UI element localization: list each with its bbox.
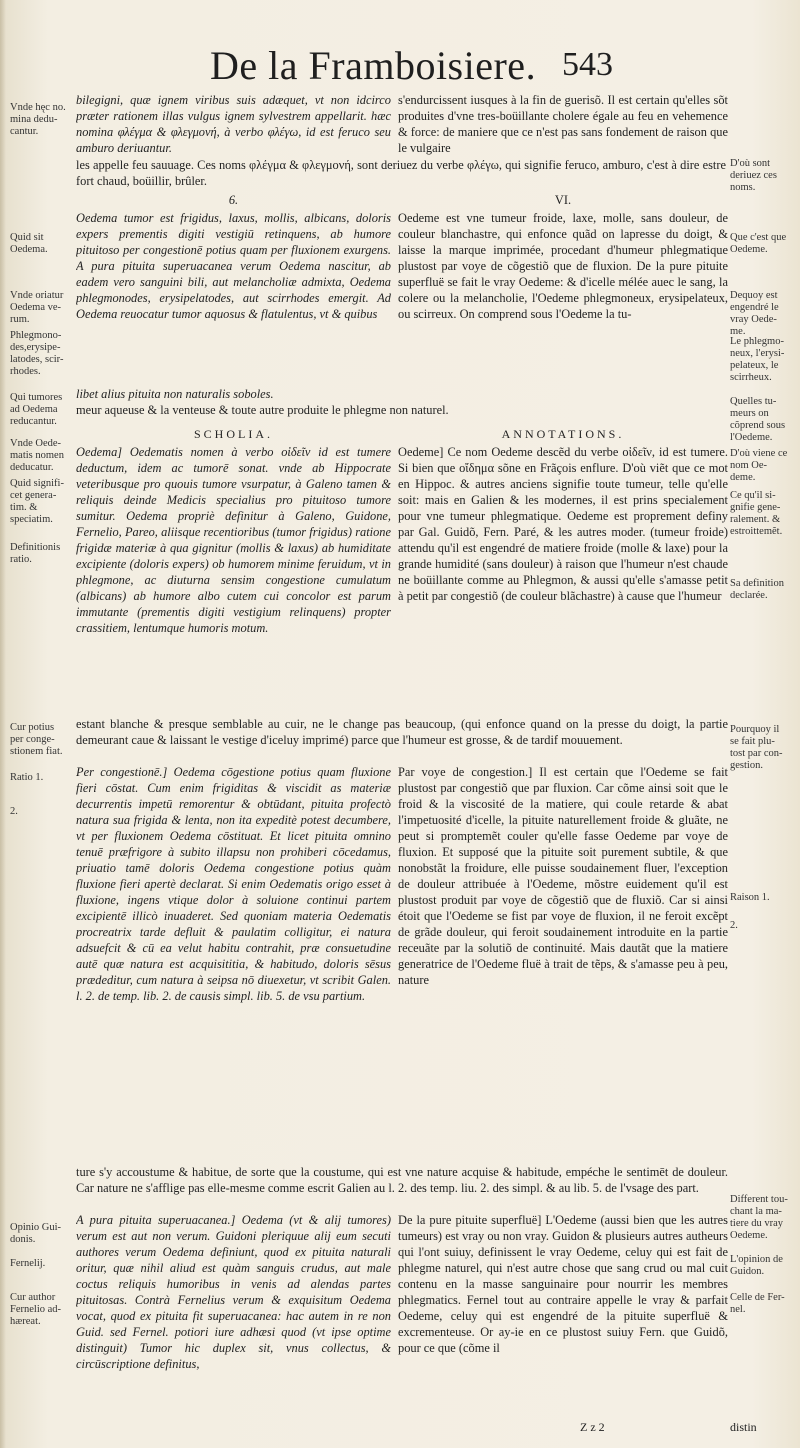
margin-note: Le phlegmo- neux, l'erysi- pelateux, le scirrheux. bbox=[730, 336, 785, 383]
margin-note: Pourquoy il se fait plu- tost par con- gestion. bbox=[730, 724, 783, 771]
margin-note: Vnde oriatur Oedema ve- rum. bbox=[10, 290, 64, 325]
margin-note: Different tou- chant la ma- tiere du vray Oedeme. bbox=[730, 1194, 788, 1241]
annotation-paragraph: Oedeme] Ce nom Oedeme descẽd du verbe οἰδεῖν, id est tumere. Si bien que οἴδημα sõne en Frãçois enflure. D'où viẽt que ce mot en Hippoc. & autres anciens signifie toute tumeur, telle qu'elle soit: mais en Galien & les modernes, il est prins specialement pour vne tumeur phlegmatique. Oedeme est proprement definy par Gal. Guidõ, Fern. Paré, & les autres moder. (tumeur froide) attendu qu'il est engendré de matiere froide (molle & laxe) pour la grande humidité (sans douleur) à raison que l'humeur n'est chaude ne boüillante comme au Phlegmon, & aussi qu'elle s'amasse petit à petit par congestiõ (de couleur blãchastre) à cause que l'humeur bbox=[398, 445, 728, 603]
margin-note: Phlegmono- des,erysipe- latodes, scir- rhodes. bbox=[10, 330, 64, 377]
french-definition: Oedeme est vne tumeur froide, laxe, molle, sans douleur, de couleur blanchastre, qui enfonce quãd on lapresse du doigt, & laisse la marque imprimée, procedant d'humeur phlegmatique plustost par voye de cõgestiõ que de fluxion. De la pure pituite superfluë se fait le vray Oedeme: & d'icelle mélée auec le sang, la colere ou la melancholie, l'Oedeme phlegmoneux, erysipelateux, ou scirreux. On comprend sous l'Oedeme la tu- bbox=[398, 211, 728, 321]
annotations-heading: ANNOTATIONS. bbox=[501, 427, 625, 441]
margin-note: Ratio 1. bbox=[10, 772, 44, 783]
section-number-french: VI. bbox=[554, 193, 572, 207]
margin-note: D'où viene ce nom Oe- deme. bbox=[730, 448, 788, 483]
running-title: De la Framboisiere. bbox=[210, 43, 537, 88]
margin-note: Qui tumores ad Oedema reducantur. bbox=[10, 392, 63, 427]
margin-note: L'opinion de Guidon. bbox=[730, 1254, 783, 1277]
section-number-latin: 6. bbox=[228, 193, 239, 207]
margin-note: Ce qu'il si- gnifie gene- ralement. & estroittemẽt. bbox=[730, 490, 783, 537]
margin-note: Dequoy est engendré le vray Oede- me. bbox=[730, 290, 779, 337]
margin-note: 2. bbox=[730, 920, 738, 931]
signature-mark: Z z 2 bbox=[580, 1420, 605, 1434]
full-width-paragraph: estant blanche & presque semblable au cuir, ne le change pas beaucoup, (qui enfonce quand on la presse du doigt, la partie demeurant caue & laissant le vestige d'iceluy imprimé) parce que l'humeur est grosse, & de tardif mouuement. bbox=[76, 717, 728, 747]
margin-note: Quelles tu- meurs on cõprend sous l'Oedeme. bbox=[730, 396, 786, 443]
margin-note: D'où sont deriuez ces noms. bbox=[730, 158, 777, 193]
scholia-paragraph: Per congestionē.] Oedema cōgestione potius quam fluxione fieri cōstat. Cum enim frigiditas & viscidit as materiæ decurrentis impetū remorentur & obtūdant, pituita profectò natura sua frigida & lenta, non ita expeditè potest decumbere, vt per fluxionem Oedema cōstituat. Et licet pituita omnino tenuē præfrigore à subito illapsu non prohiberi cōcedamus, priuatio tamē doloris Oedema congestione potius quàm fluxione fieri apertè declarat. Si enim Oedematis origo esset à fluxione, ingens vtique dolor à soluione continui partem excipientē illicò inuaderet. Sed quoniam materia Oedematis procreatrix tarde defluit & paulatim colligitur, ei natura adsuefcit & cū ea velut habitu contrahit, præ consuetudine autē quæ natura est acquisititia, & habitudo, doloris sēsus prædeditur, cum natura à seipsa nō diuexetur, vt scribit Galen. l. 2. de temp. lib. 2. de causis simpl. lib. 5. de vsu partium. bbox=[76, 765, 391, 1003]
page-fold-shadow bbox=[0, 0, 6, 1448]
margin-note: Que c'est que Oedeme. bbox=[730, 232, 787, 255]
margin-note: Sa definition declarée. bbox=[730, 578, 784, 601]
margin-note: Opinio Gui- donis. bbox=[10, 1222, 62, 1245]
scholia-paragraph: Oedema] Oedematis nomen à verbo οἰδεῖν id est tumere deductum, idem ac tumorē sonat. vnde ab Hippocrate veteribusque pro quouis tumore vsurpatur, à Galeno tamen & reliquis deinde Medicis specialius pro pituitoso tumore sumitur. Oedema propriè definitur à Galeno, Guidone, Fernelio, Pareo, aliisque recentioribus (tumor frigidus) ratione frigidæ materiæ à qua gignitur (mollis & laxus) ab humiditate excipiente (doloris expers) ob humorem minime feruidum, vt in phlegmone, ac diuturna sensim congestione cumulatum (albicans) ab humore albo cutem cui concolor est parum immutante (prementis digiti vestigium relinquens) propter crassitiem, lentumque humoris motum. bbox=[76, 445, 391, 635]
latin-definition: Oedema tumor est frigidus, laxus, mollis, albicans, doloris expers prementis digiti vestigiū retinquens, ab humore pituitoso per congestionē potius quam per fluxionem exurgens. A pura pituita superuacanea verum Oedema nascitur, ab eadem vero sanguini bili, aut melancholiæ admixta, Oedema phlegmonodes, erysipelatodes, aut scirrhodes emergit. Ad Oedema reuocatur tumor aquosus & flatulentus, vt & quibus bbox=[76, 211, 391, 321]
margin-note: Quid sit Oedema. bbox=[10, 232, 48, 255]
latin-paragraph: bilegigni, quæ ignem viribus suis adæquet, vt non idcirco præter rationem illas vulgus ignem sylvestrem appellarit. hæc nomina φλέγμα & φλεγμονή, à verbo φλέγω, id est feruco seu amburo deriuantur. bbox=[76, 93, 391, 155]
full-width-paragraph: meur aqueuse & la venteuse & toute autre produite le phlegme non naturel. bbox=[76, 403, 449, 417]
margin-note: Raison 1. bbox=[730, 892, 770, 903]
margin-note: Cur author Fernelio ad- hæreat. bbox=[10, 1292, 62, 1327]
page-header bbox=[120, 38, 740, 98]
margin-note: Definitionis ratio. bbox=[10, 542, 61, 565]
margin-note: Fernelij. bbox=[10, 1258, 46, 1269]
full-width-paragraph: ture s'y accoustume & habitue, de sorte que la coustume, qui est vne nature acquise & habitude, empéche le sentimēt de douleur. Car nature ne s'afflige pas elle-mesme comme escrit Galien au l. 2. des temp. liu. 2. des simpl. & au lib. 5. de l'vsage des part. bbox=[76, 1165, 728, 1195]
scholia-paragraph: A pura pituita superuacanea.] Oedema (vt & alij tumores) verum est aut non verum. Guidoni pleriquue alij eum secuti authores verum Oedema definiunt, quod ex pituita naturali oritur, quæ nihil aliud est quàm sanguis crudus, aut male coctus reliquis humoribus in venis ad alendas partes pituitosas. Contrà Fernelius verum & exquisitum Oedema vocat, quod ex pituita fit superuacanea: hac autem in re non Guid. sed Fernel. potiori iure adhæsi quod (vt ipse optime distinguit) Tumor hic duplex sit, vnus collectus, & circūscriptione definitus, bbox=[76, 1213, 391, 1371]
margin-note: Quid signifi- cet genera- tim. & speciatim. bbox=[10, 478, 64, 525]
margin-note: Vnde Oede- matis nomen deducatur. bbox=[10, 438, 64, 473]
margin-note: Cur potius per conge- stionem fiat. bbox=[10, 722, 63, 757]
catchword: distin bbox=[730, 1420, 757, 1434]
latin-definition-tail: libet alius pituita non naturalis soboles. bbox=[76, 387, 274, 401]
margin-note: Celle de Fer- nel. bbox=[730, 1292, 785, 1315]
annotation-paragraph: De la pure pituite superfluë] L'Oedeme (aussi bien que les autres tumeurs) est vray ou non vray. Guidon & plusieurs autres autheurs qui l'ont suiuy, definissent le vray Oedeme, celuy qui est fait de phlegme naturel, qui n'est autre chose que sang crud ou mal cuit contenu en la masse sanguinaire pour nourrir les membres phlegmatics. Fernel tout au contraire appelle le vray & parfait Oedeme, celuy qui est engendré de la pituite superfluë & excrementeuse. Or ay-ie en ce plustost suiuy Fern. que Guidõ, pour ce que (cõme il bbox=[398, 1213, 728, 1355]
annotation-paragraph: Par voye de congestion.] Il est certain que l'Oedeme se fait plustost par congestiõ que par fluxion. Car cõme ainsi soit que le froid & la viscosité de la matiere, qui coule retarde & abat l'impetuosité d'icelle, la pituite naturellement froide & gluãte, ne peut si promptemẽt couler qu'elle fasse Oedeme par voye de fluxion. Et supposé que la pituite soit purement subtile, & que nonobstãt la froidure, elle puisse soudainement fluer, l'exception de douleur attribuée à l'Oedeme, mõstre euidement qu'il est plustost produit par voye de cõgestiõ que de fluxiõ. Car si ainsi étoit que l'Oedeme se fist par voye de fluxion, il ne feroit excẽpt de grãde douleur, qui feroit soudainement introduite en la partie receuãte par la solutiõ de continuité. Mais dautãt que la matiere generatrice de l'Oedeme fluë à trait de tẽps, & s'amasse peu à peu, nature bbox=[398, 765, 728, 987]
page-number: 543 bbox=[562, 46, 613, 83]
french-paragraph: s'endurcissent iusques à la fin de guerisõ. Il est certain qu'elles sõt produites d'vne tres-boüillante cholere égale au feu en vehemence & force: de maniere que ce n'est pas sans fondement de raison que le vulgaire bbox=[398, 93, 728, 155]
margin-note: 2. bbox=[10, 806, 18, 817]
full-width-paragraph: les appelle feu sauuage. Ces noms φλέγμα & φλεγμονή, sont deriuez du verbe φλέγω, qui signifie feruco, amburo, c'est à dire estre fort chaud, boüillir, brûler. bbox=[76, 158, 726, 188]
margin-note: Vnde hęc no. mina dedu- cantur. bbox=[10, 102, 66, 137]
scholia-heading: SCHOLIA. bbox=[193, 427, 273, 441]
